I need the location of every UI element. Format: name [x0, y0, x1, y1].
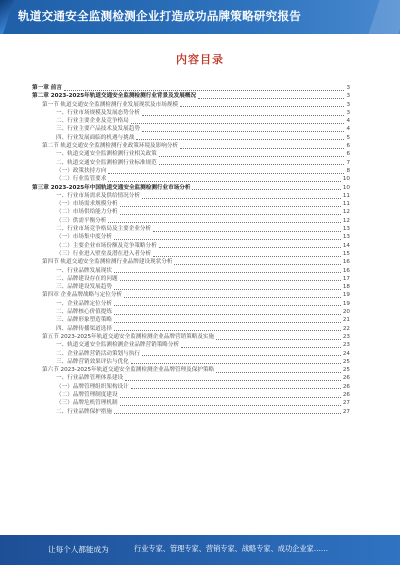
toc-entry-title: 二、行业主要企业及竞争格局 [56, 118, 129, 125]
toc-entry[interactable] [32, 308, 350, 316]
toc-entry-title: 一、行业品牌发展现状 [56, 267, 112, 274]
toc-entry-title: 二、行业品牌保护措施 [56, 408, 112, 415]
toc-entry-title: 四、品牌传播渠道选择 [56, 325, 112, 332]
report-header [0, 0, 400, 34]
toc-entry-page: 22 [342, 325, 350, 332]
toc-entry-page: 6 [346, 143, 350, 150]
toc-entry[interactable] [32, 391, 350, 399]
toc-leader-dots [216, 368, 341, 373]
toc-leader-dots [64, 86, 345, 91]
toc-entry-page: 20 [342, 309, 350, 316]
toc-entry-title: 三、品牌营销效果评估与优化 [56, 358, 129, 365]
toc-entry[interactable] [32, 341, 350, 349]
toc-leader-dots [120, 210, 341, 215]
toc-entry-page: 19 [342, 300, 350, 307]
toc-leader-dots [120, 393, 341, 398]
toc-leader-dots [114, 301, 341, 306]
toc-entry-page: 3 [346, 85, 350, 91]
toc-entry-title: 第一章 前言 [32, 85, 62, 91]
toc-entry[interactable] [32, 84, 350, 92]
toc-leader-dots [159, 243, 341, 248]
toc-leader-dots [120, 401, 341, 406]
toc-leader-dots [174, 260, 340, 265]
toc-entry-page: 11 [342, 201, 350, 208]
toc-entry[interactable] [32, 134, 350, 142]
toc-entry-page: 10 [342, 184, 350, 191]
toc-entry-title: 一、企业品牌定位分析 [56, 300, 112, 307]
toc-entry-page: 21 [342, 317, 350, 324]
toc-leader-dots [159, 152, 345, 157]
toc-heading: 内容目录 [176, 53, 224, 66]
toc-entry-page: 5 [346, 134, 350, 141]
toc-entry[interactable] [32, 233, 350, 241]
toc-entry-page: 13 [342, 226, 350, 233]
toc-entry-page: 13 [342, 234, 350, 241]
toc-entry-page: 19 [342, 292, 350, 299]
toc-entry-title: （一）品牌管理组织架构设计 [56, 383, 129, 390]
toc-entry-title: 一、行业品牌管理体系建设 [56, 375, 124, 382]
toc-entry-page: 12 [342, 209, 350, 216]
toc-entry-page: 8 [346, 167, 350, 174]
toc-entry[interactable] [32, 208, 350, 216]
toc-entry-title: （一）政策扶持方向 [56, 167, 107, 174]
toc-entry-title: 四、行业发展面临的机遇与挑战 [56, 134, 135, 141]
toc-entry-title: （二）市场供给能力分析 [56, 209, 118, 216]
toc-leader-dots [124, 293, 341, 298]
toc-entry-title: （三）供需平衡分析 [56, 217, 107, 224]
toc-entry-page: 23 [342, 333, 350, 340]
toc-entry-title: 第二节 轨道交通安全监测检测行业政策环境及影响分析 [42, 143, 179, 150]
toc-entry-title: 二、品牌核心价值提炼 [56, 309, 112, 316]
footer-tags: 行业专家、管理专家、营销专家、战略专家、成功企业家…… [134, 544, 329, 553]
toc-leader-dots [131, 119, 345, 124]
toc-entry[interactable] [32, 283, 350, 291]
toc-leader-dots [108, 169, 344, 174]
toc-entry-page: 16 [342, 267, 350, 274]
toc-entry-page: 26 [342, 391, 350, 398]
toc-leader-dots [114, 409, 341, 414]
toc-entry-page: 24 [342, 350, 350, 357]
toc-entry-title: （二）品牌管理制度建设 [56, 391, 118, 398]
toc-entry-title: 二、轨道交通安全监测检测行业标准规范 [56, 159, 157, 166]
toc-entry-page: 18 [342, 284, 350, 291]
toc-leader-dots [120, 276, 341, 281]
toc-entry-title: 二、品牌建设存在的问题 [56, 275, 118, 282]
toc-leader-dots [142, 127, 345, 132]
toc-entry-title: 第三章 2023-2025年中国轨道交通安全监测检测行业市场分析 [32, 184, 191, 191]
toc-leader-dots [114, 285, 341, 290]
toc-entry-title: 一、行业市场需求及供给情况分析 [56, 192, 140, 199]
toc-entry-title: （一）市场需求规模分析 [56, 201, 118, 208]
toc-entry-page: 4 [346, 118, 350, 125]
page-footer [0, 535, 400, 565]
toc-leader-dots [180, 144, 344, 149]
toc-entry-page: 17 [342, 275, 350, 282]
toc-leader-dots [216, 335, 341, 340]
toc-entry[interactable] [32, 333, 350, 341]
toc-entry-page: 12 [342, 217, 350, 224]
toc-entry-page: 26 [342, 383, 350, 390]
toc-entry-page: 25 [342, 367, 350, 374]
toc-entry-page: 27 [342, 408, 350, 415]
toc-entry[interactable] [32, 142, 350, 150]
toc-leader-dots [114, 326, 341, 331]
toc-leader-dots [180, 102, 344, 107]
toc-entry-title: 一、行业市场规模及发展态势分析 [56, 109, 140, 116]
toc-entry-title: 第一节 轨道交通安全监测检测行业发展现状及市场规模 [42, 101, 179, 108]
report-title: 轨道交通安全监测检测企业打造成功品牌策略研究报告 [18, 9, 302, 23]
toc-entry[interactable] [32, 242, 350, 250]
toc-entry-page: 7 [346, 159, 350, 166]
header-accent-left [0, 0, 14, 34]
toc-leader-dots [192, 185, 340, 190]
toc-entry[interactable] [32, 383, 350, 391]
toc-entry[interactable] [32, 150, 350, 158]
toc-entry-title: 三、行业主要产品技术及发展趋势 [56, 126, 140, 133]
toc-entry-page: 11 [342, 192, 350, 199]
toc-entry[interactable] [32, 325, 350, 333]
toc-leader-dots [142, 194, 341, 199]
toc-entry-page: 23 [342, 342, 350, 349]
toc-entry-title: （二）行业监管要求 [56, 176, 107, 183]
toc-entry[interactable] [32, 399, 350, 407]
toc-entry-title: （二）主要企业市场份额及竞争策略分析 [56, 242, 157, 249]
toc-entry[interactable] [32, 159, 350, 167]
toc-entry-title: 一、轨道交通安全监测检测行业相关政策 [56, 151, 157, 158]
toc-entry-page: 3 [346, 101, 350, 108]
toc-leader-dots [114, 318, 341, 323]
toc-entry[interactable] [32, 117, 350, 125]
toc-entry[interactable] [32, 101, 350, 109]
toc-entry[interactable] [32, 200, 350, 208]
toc-entry-page: 3 [346, 109, 350, 116]
toc-entry[interactable] [32, 125, 350, 133]
toc-leader-dots [125, 376, 341, 381]
toc-entry[interactable] [32, 275, 350, 283]
toc-entry-page: 27 [342, 400, 350, 407]
toc-entry[interactable] [32, 350, 350, 358]
toc-entry[interactable] [32, 250, 350, 258]
toc-entry-title: 第二章 2023-2025年轨道交通安全监测检测行业背景及发展概况 [32, 93, 197, 100]
toc-entry[interactable] [32, 109, 350, 117]
toc-leader-dots [181, 343, 341, 348]
toc-entry[interactable] [32, 366, 350, 374]
toc-entry[interactable] [32, 225, 350, 233]
footer-slogan: 让每个人都能成为 [48, 545, 109, 554]
toc-entry[interactable] [32, 184, 350, 192]
toc-leader-dots [153, 227, 341, 232]
toc-entry[interactable] [32, 374, 350, 382]
header-accent-right [368, 0, 400, 34]
toc-entry[interactable] [32, 300, 350, 308]
toc-leader-dots [136, 135, 344, 140]
toc-entry[interactable] [32, 92, 350, 100]
toc-leader-dots [114, 268, 341, 273]
toc-entry-page: 4 [346, 126, 350, 133]
toc-entry-page: 3 [346, 93, 350, 100]
toc-leader-dots [120, 202, 341, 207]
toc-leader-dots [108, 218, 341, 223]
toc-entry[interactable] [32, 192, 350, 200]
toc-entry-page: 26 [342, 375, 350, 382]
toc-entry-title: 二、企业品牌营销活动策划与执行 [56, 350, 140, 357]
toc-entry-page: 25 [342, 358, 350, 365]
toc-entry[interactable] [32, 175, 350, 183]
toc-entry-title: 第四节 轨道交通安全监测检测行业品牌建设现状分析 [42, 259, 173, 266]
toc-entry[interactable] [32, 258, 350, 266]
toc-entry-title: 一、轨道交通安全监测检测企业品牌营销策略分析 [56, 342, 180, 349]
toc-entry[interactable] [32, 316, 350, 324]
toc-entry-title: （三）品牌危机管理机制 [56, 400, 118, 407]
toc-entry-title: 第六节 2023-2025年轨道交通安全监测检测企业品牌管理及保护策略 [42, 367, 215, 374]
toc-entry[interactable] [32, 408, 350, 416]
toc-entry[interactable] [32, 291, 350, 299]
toc-entry-page: 14 [342, 242, 350, 249]
toc-entry-title: 第五节 2023-2025年轨道交通安全监测检测企业品牌营销策略及实施 [42, 333, 215, 340]
toc-leader-dots [108, 177, 341, 182]
toc-entry-page: 16 [342, 259, 350, 266]
toc-entry-page: 15 [342, 250, 350, 257]
toc-entry-title: （三）行业进入壁垒及潜在进入者分析 [56, 250, 152, 257]
toc-entry[interactable] [32, 217, 350, 225]
toc-leader-dots [114, 235, 341, 240]
toc-leader-dots [114, 310, 341, 315]
toc-leader-dots [142, 111, 345, 116]
toc-entry[interactable] [32, 358, 350, 366]
toc-entry-page: 10 [342, 176, 350, 183]
toc-entry-title: （一）市场集中度分析 [56, 234, 112, 241]
table-of-contents [32, 84, 350, 416]
toc-leader-dots [198, 94, 344, 99]
toc-entry-title: 三、品牌建设发展趋势 [56, 284, 112, 291]
toc-entry-title: 二、行业市场竞争格局及主要企业分析 [56, 226, 152, 233]
toc-entry[interactable] [32, 167, 350, 175]
toc-entry-page: 6 [346, 151, 350, 158]
toc-leader-dots [142, 351, 341, 356]
toc-leader-dots [159, 160, 345, 165]
toc-entry-title: 第四章 企业品牌战略与定位分析 [42, 292, 123, 299]
toc-entry-title: 三、品牌形象塑造策略 [56, 317, 112, 324]
toc-entry[interactable] [32, 267, 350, 275]
toc-leader-dots [131, 384, 341, 389]
toc-leader-dots [153, 252, 341, 257]
toc-leader-dots [131, 359, 341, 364]
